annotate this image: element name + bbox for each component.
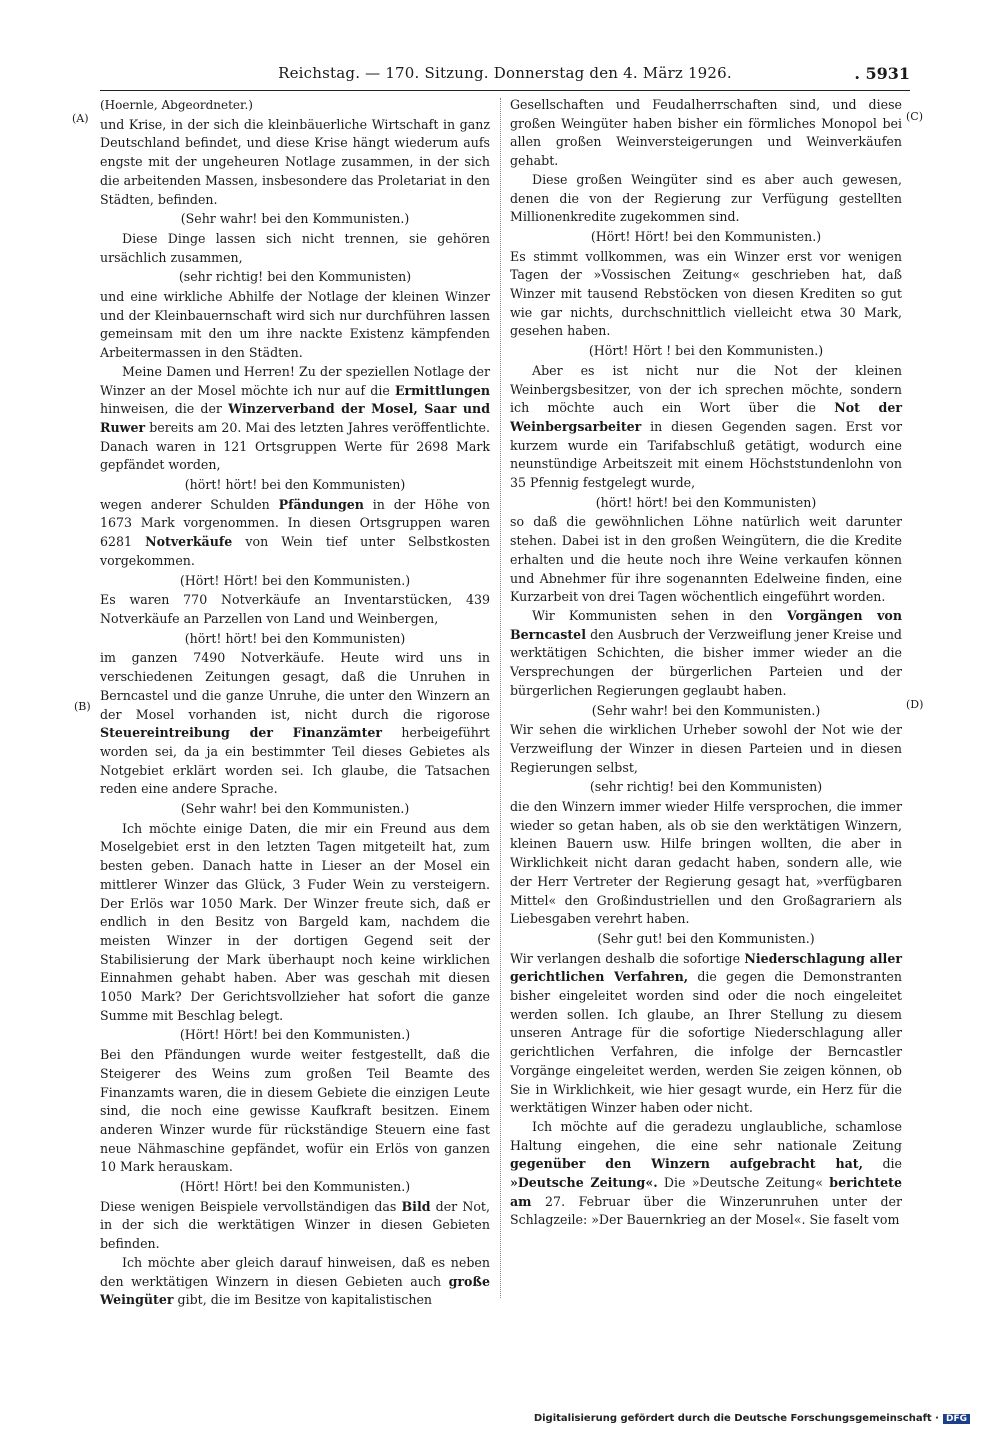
emphasis: Bild: [401, 1198, 431, 1214]
paragraph: Es stimmt vollkommen, was ein Winzer erst vor wenigen Tagen der »Vossischen Zeitung« geschrieben hat, daß Winzer mit tausend Rebstöcken von diesen Krediten so gut wie gar nichts, durchschnittlich vielleicht etwa 30 Mark, gesehen haben.: [510, 248, 902, 339]
text-run: in diesen Gegenden sagen. Erst vor kurzem wurde ein Tarifabschluß getätigt, wodurch eine neunstündige Arbeitszeit mit einem Höchststundenlohn von 35 Pfennig festgelegt wurde,: [510, 418, 902, 491]
paragraph: Diese großen Weingüter sind es aber auch gewesen, denen die von der Regierung zur Verfügung gestellten Millionenkredite zugekommen sind.: [510, 171, 902, 225]
interjection: (Hört! Hört! bei den Kommunisten.): [179, 1027, 411, 1043]
page-number: . 5931: [854, 64, 910, 83]
interjection: (hört! hört! bei den Kommunisten): [184, 630, 406, 646]
interjection: (Sehr wahr! bei den Kommunisten.): [180, 801, 410, 817]
running-head: Reichstag. — 170. Sitzung. Donnerstag den 4. März 1926.: [278, 64, 732, 82]
paragraph: [510, 607, 902, 701]
margin-mark-a: (A): [72, 112, 89, 125]
text-run: der Not, in der sich die werktätigen Winzer in diesen Gebieten befinden.: [100, 1198, 490, 1252]
emphasis: berichtete am: [510, 1175, 902, 1209]
paragraph: [510, 950, 902, 1118]
paragraph: Ich möchte einige Daten, die mir ein Freund aus dem Moselgebiet erst in den letzten Tagen mitgeteilt hat, zum besten geben. Danach hatte in Lieser an der Mosel ein mittlerer Winzer das Glück, 3 Fuder Wein zu versteigern. Der Erlös war 1050 Mark. Der Winzer freute sich, daß er endlich in den Besitz von Bargeld kam, nachdem die meisten Winzer in der dortigen Gegend seit der Stabilisierung der Mark überhaupt noch keine wirklichen Einnahmen gehabt haben. Aber was geschah mit diesen 1050 Mark? Der Gerichtsvollzieher hat sofort die ganze Summe mit Beschlag belegt.: [100, 820, 490, 1023]
text-run: den Ausbruch der Verzweiflung jener Kreise und werktätigen Schichten, die bisher immer wieder an die Versprechungen der bürgerlichen Parteien und der bürgerlichen Regierungen geglaubt haben.: [510, 626, 902, 698]
paragraph: [510, 362, 902, 493]
text-run: Wir Kommunisten sehen in den: [532, 607, 773, 623]
footer-text: Digitalisierung gefördert durch die Deutsche Forschungsgemeinschaft ·: [533, 1413, 939, 1424]
paragraph: Diese Dinge lassen sich nicht trennen, sie gehören ursächlich zusammen,: [100, 230, 490, 265]
emphasis: Winzerverband der Mosel, Saar und Ruwer: [100, 401, 490, 435]
text-run: wegen anderer Schulden: [100, 496, 270, 512]
paragraph: [100, 649, 490, 799]
page-header: [100, 62, 910, 91]
paragraph: [510, 1118, 902, 1230]
emphasis: gegenüber den Winzern aufgebracht hat,: [510, 1156, 863, 1172]
dfg-logo: DFG: [943, 1414, 970, 1424]
interjection: (hört! hört! bei den Kommunisten): [184, 477, 406, 493]
paragraph: Bei den Pfändungen wurde weiter festgestellt, daß die Steigerer des Weins zum großen Teil Beamte des Finanzamts waren, die in diesem Gebiete die einzigen Leute sind, die noch eine gewisse Kaufkraft besitzen. Einem anderen Winzer wurde für rückständige Steuern eine fast neue Nähmaschine gepfändet, wofür ein Erlös von ganzen 10 Mark herauskam.: [100, 1047, 490, 1175]
text-run: Die »Deutsche Zeitung«: [663, 1175, 823, 1191]
paragraph: Es waren 770 Notverkäufe an Inventarstücken, 439 Notverkäufe an Parzellen von Land und Weinbergen,: [100, 592, 490, 626]
paragraph: die den Winzern immer wieder Hilfe versprochen, die immer wieder so getan haben, als ob sie den werktätigen Winzern, kleinen Bauern usw. Hilfe bringen wollten, die aber in Wirklichkeit nicht daran gedacht haben, sondern alle, wie der Herr Vertreter der Regierung gesagt hat, »verfügbaren Mittel« den Großindustriellen und den Großagrariern als Liebesgaben verehrt haben.: [510, 799, 902, 927]
emphasis: »Deutsche Zeitung«.: [510, 1175, 658, 1191]
paragraph: [100, 363, 490, 475]
interjection: (hört! hört! bei den Kommunisten): [595, 494, 817, 510]
text-run: Diese wenigen Beispiele vervollständigen das: [100, 1198, 397, 1214]
interjection: (Hört! Hört! bei den Kommunisten.): [179, 1179, 411, 1195]
margin-mark-d: (D): [906, 698, 924, 711]
paragraph: und Krise, in der sich die kleinbäuerliche Wirtschaft in ganz Deutschland befindet, und diese Krise hängt wiederum aufs engste mit der ungeheuren Notlage zusammen, in der sich die arbeitenden Massen, insbesondere das Proletariat in den Städten, befinden.: [100, 116, 490, 207]
text-run: herbeigeführt worden sei, da ja ein bestimmter Teil dieses Gebietes als Notgebiet erklärt worden sei. Ich glaube, die Tatsachen reden eine andere Sprache.: [100, 725, 490, 797]
text-run: die gegen die Demonstranten bisher eingeleitet worden sind oder die noch eingeleitet werden sollen. Ich glaube, an Ihrer Stellung zu diesem unseren Antrage für die sofortige Niederschlagung aller gerichtlichen Verfahren, die infolge der Berncastler Vorgänge eingeleitet werden, werden Sie zeigen können, ob Sie in Wirklichkeit, wie hier gesagt wurde, ein Herz für die werktätigen Winzer haben oder nicht.: [510, 969, 902, 1116]
margin-mark-c: (C): [906, 110, 923, 123]
text-run: die: [882, 1156, 902, 1172]
text-run: gibt, die im Besitze von kapitalistischen: [177, 1292, 433, 1308]
paragraph: [100, 1254, 490, 1310]
text-run: Meine Damen und Herren! Zu der speziellen Notlage der Winzer an der Mosel möchte ich nur auf die: [100, 363, 490, 398]
funding-footer: [534, 1413, 970, 1424]
interjection: (sehr richtig! bei den Kommunisten): [589, 779, 823, 795]
emphasis: Ermittlungen: [394, 382, 490, 398]
text-run: im ganzen 7490 Notverkäufe. Heute wird uns in verschiedenen Zeitungen gesagt, daß die Unruhen in Berncastel und die ganze Unruhe, die unter den Winzern an der Mosel vorhanden ist, nicht durch die rigorose: [100, 650, 490, 722]
paragraph: Wir sehen die wirklichen Urheber sowohl der Not wie der Verzweiflung der Winzer in diesen Parteien und in diesen Regierungen selbst,: [510, 722, 902, 775]
right-column: [510, 96, 902, 1230]
interjection: (Sehr wahr! bei den Kommunisten.): [591, 702, 821, 718]
paragraph: [100, 496, 490, 571]
emphasis: Steuereintreibung der Finanzämter: [100, 725, 383, 741]
emphasis: Vorgängen von Berncastel: [510, 607, 902, 642]
emphasis: Notverkäufe: [145, 534, 233, 550]
paragraph: und eine wirkliche Abhilfe der Notlage der kleinen Winzer und der Kleinbauernschaft wird sich nur durchführen lassen gemeinsam mit den um ihre nackte Existenz kämpfenden Arbeitermassen in den Städten.: [100, 289, 490, 361]
text-run: hinweisen, die der: [100, 401, 222, 417]
text-run: Aber es ist nicht nur die Not der kleinen Weinbergsbesitzer, von der ich sprechen möchte, sondern ich möchte auch ein Wort über die: [510, 362, 902, 416]
interjection: (Sehr gut! bei den Kommunisten.): [597, 930, 815, 946]
interjection: (sehr richtig! bei den Kommunisten): [178, 269, 412, 285]
column-divider: [500, 98, 501, 1298]
text-run: Ich möchte auf die geradezu unglaubliche, schamlose Haltung eingehen, die eine sehr nationale Zeitung: [510, 1118, 902, 1153]
emphasis: Pfändungen: [278, 496, 364, 512]
interjection: (Hört! Hört! bei den Kommunisten.): [590, 228, 822, 244]
text-run: von Wein tief unter Selbstkosten vorgekommen.: [100, 534, 490, 568]
emphasis: Niederschlagung aller gerichtlichen Verfahren,: [510, 950, 902, 985]
text-run: Wir verlangen deshalb die sofortige: [510, 950, 741, 966]
margin-mark-b: (B): [74, 700, 91, 713]
emphasis: Not der Weinbergsarbeiter: [510, 400, 902, 434]
interjection: (Sehr wahr! bei den Kommunisten.): [180, 211, 410, 227]
interjection: (Hört! Hört! bei den Kommunisten.): [179, 572, 411, 588]
paragraph: Gesellschaften und Feudalherrschaften sind, und diese großen Weingüter haben bisher ein förmliches Monopol bei allen großen Weinversteigerungen und Weinverkäufen gehabt.: [510, 97, 902, 169]
text-run: 27. Februar über die Winzerunruhen unter der Schlagzeile: »Der Bauernkrieg an der Mosel«. Sie faselt vom: [510, 1193, 902, 1228]
text-run: in der Höhe von 1673 Mark vorgenommen. In diesen Ortsgruppen waren 6281: [100, 496, 490, 550]
text-run: bereits am 20. Mai des letzten Jahres veröffentlichte. Danach waren in 121 Ortsgruppen Werte für 2698 Mark gepfändet worden,: [100, 419, 490, 473]
paragraph: [100, 1198, 490, 1254]
paragraph: so daß die gewöhnlichen Löhne natürlich weit darunter stehen. Dabei ist in den großen Weingütern, die die Kredite erhalten und die heute noch ihre Weine verkaufen können und Abnehmer für ihre sogenannten Edelweine finden, eine Kurzarbeit von drei Tagen wöchentlich eingeführt worden.: [510, 514, 902, 605]
text-run: Ich möchte aber gleich darauf hinweisen, daß es neben den werktätigen Winzern in diesen Gebieten auch: [100, 1254, 490, 1289]
interjection: (Hört! Hört ! bei den Kommunisten.): [588, 343, 824, 359]
emphasis: große Weingüter: [100, 1273, 490, 1308]
left-column: [100, 96, 490, 1310]
speaker-label: (Hoernle, Abgeordneter.): [100, 98, 253, 112]
